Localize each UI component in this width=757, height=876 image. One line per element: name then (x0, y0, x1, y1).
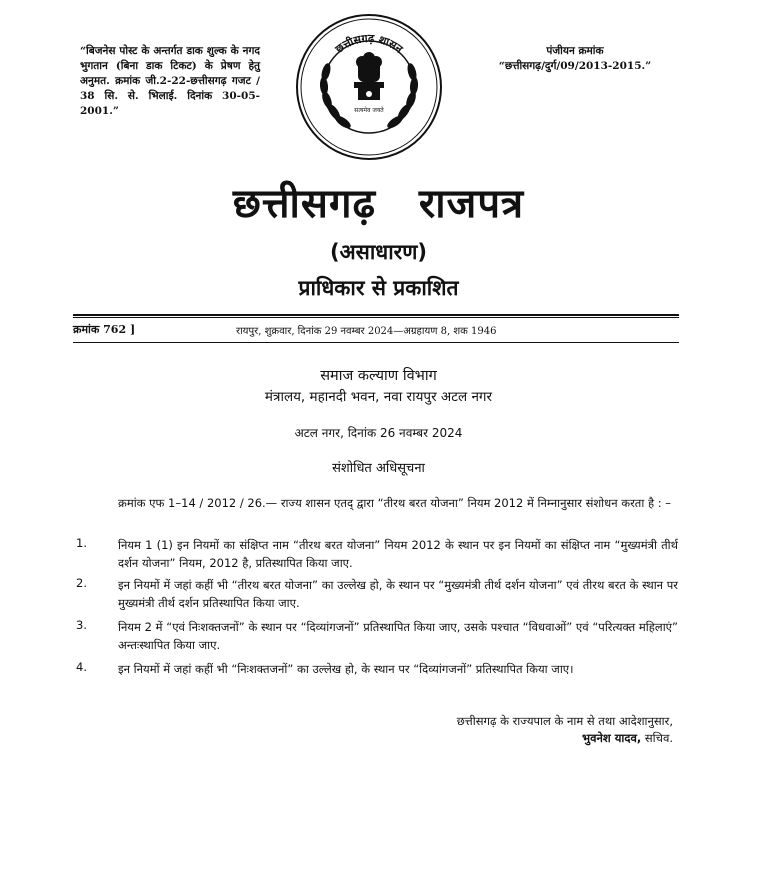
item-number: 3. (76, 618, 87, 632)
bottom-rule (73, 342, 679, 343)
signatory-name: भुवनेश यादव, (582, 731, 642, 745)
item-number: 1. (76, 536, 87, 550)
signature-authority-line: छत्तीसगढ़ के राज्यपाल के नाम से तथा आदेशानुसार, (456, 714, 673, 728)
notice-intro: क्रमांक एफ 1–14 / 2012 / 26.— राज्य शासन एतद् द्वारा “तीरथ बरत योजना” नियम 2012 में निम्नानुसार संशोधन करता है : – (118, 496, 672, 510)
office-address: मंत्रालय, महानदी भवन, नवा रायपुर अटल नगर (264, 389, 493, 405)
registration-label: पंजीयन क्रमांक (546, 45, 604, 57)
item-text: नियम 1 (1) इन नियमों का संक्षिप्त नाम “तीरथ बरत योजना” नियम 2012 के स्थान पर इन नियमों का संक्षिप्त नाम “मुख्यमंत्री तीर्थ दर्शन योजना” नियम, 2012 है, प्रतिस्थापित किया जाए. (118, 538, 678, 570)
seal-text-top: छत्तीसगढ़ शासन (332, 31, 406, 56)
gazette-title-rajpatra: राजपत्र (418, 181, 525, 227)
item-number: 4. (76, 660, 87, 674)
registration-number: “छत्तीसगढ़/दुर्ग/09/2013-2015.” (498, 60, 652, 72)
issue-dateline: रायपुर, शुक्रवार, दिनांक 29 नवम्बर 2024—अग्रहायण 8, शक 1946 (236, 326, 497, 337)
gazette-authority: प्राधिकार से प्रकाशित (298, 276, 459, 300)
seal-motto: सत्यमेव जयते (354, 107, 384, 114)
place-date: अटल नगर, दिनांक 26 नवम्बर 2024 (294, 426, 463, 440)
signatory (582, 731, 673, 746)
issue-number: क्रमांक 762 ] (73, 323, 136, 336)
gazette-title-state: छत्तीसगढ़ (232, 181, 376, 227)
gazette-title (0, 174, 757, 229)
item-text: नियम 2 में “एवं निःशक्तजनों” के स्थान पर “दिव्यांगजनों” प्रतिस्थापित किया जाए, उसके पश्चात “विधवाओं” एवं “परित्यक्त महिलाएं” अन्तःस्थापित किया जाए. (118, 620, 678, 652)
item-text: इन नियमों में जहां कहीं भी “तीरथ बरत योजना” का उल्लेख हो, के स्थान पर “मुख्यमंत्री तीर्थ दर्शन योजना” एवं तीरथ बरत के स्थान पर मुख्यमंत्री तीर्थ दर्शन प्रतिस्थापित किया जाए. (118, 578, 678, 610)
state-seal-emblem (294, 12, 444, 162)
top-rule-thin (73, 317, 679, 318)
postal-permit-note: “बिजनेस पोस्ट के अन्तर्गत डाक शुल्क के नगद भुगतान (बिना डाक टिकट) के प्रेषण हेतु अनुमत. क्रमांक जी.2-22-छत्तीसगढ़ गजट / 38 सि. से. भिलाई. दिनांक 30-05-2001.” (80, 45, 260, 117)
signatory-designation: सचिव. (644, 731, 673, 745)
item-number: 2. (76, 576, 87, 590)
gazette-subtitle: (असाधारण) (330, 240, 427, 264)
notice-heading: संशोधित अधिसूचना (332, 461, 425, 476)
registration-block (475, 44, 675, 74)
top-rule (73, 314, 679, 316)
department-name: समाज कल्याण विभाग (320, 368, 437, 384)
item-text: इन नियमों में जहां कहीं भी “निःशक्तजनों” का उल्लेख हो, के स्थान पर “दिव्यांगजनों” प्रतिस्थापित किया जाए। (118, 662, 574, 676)
